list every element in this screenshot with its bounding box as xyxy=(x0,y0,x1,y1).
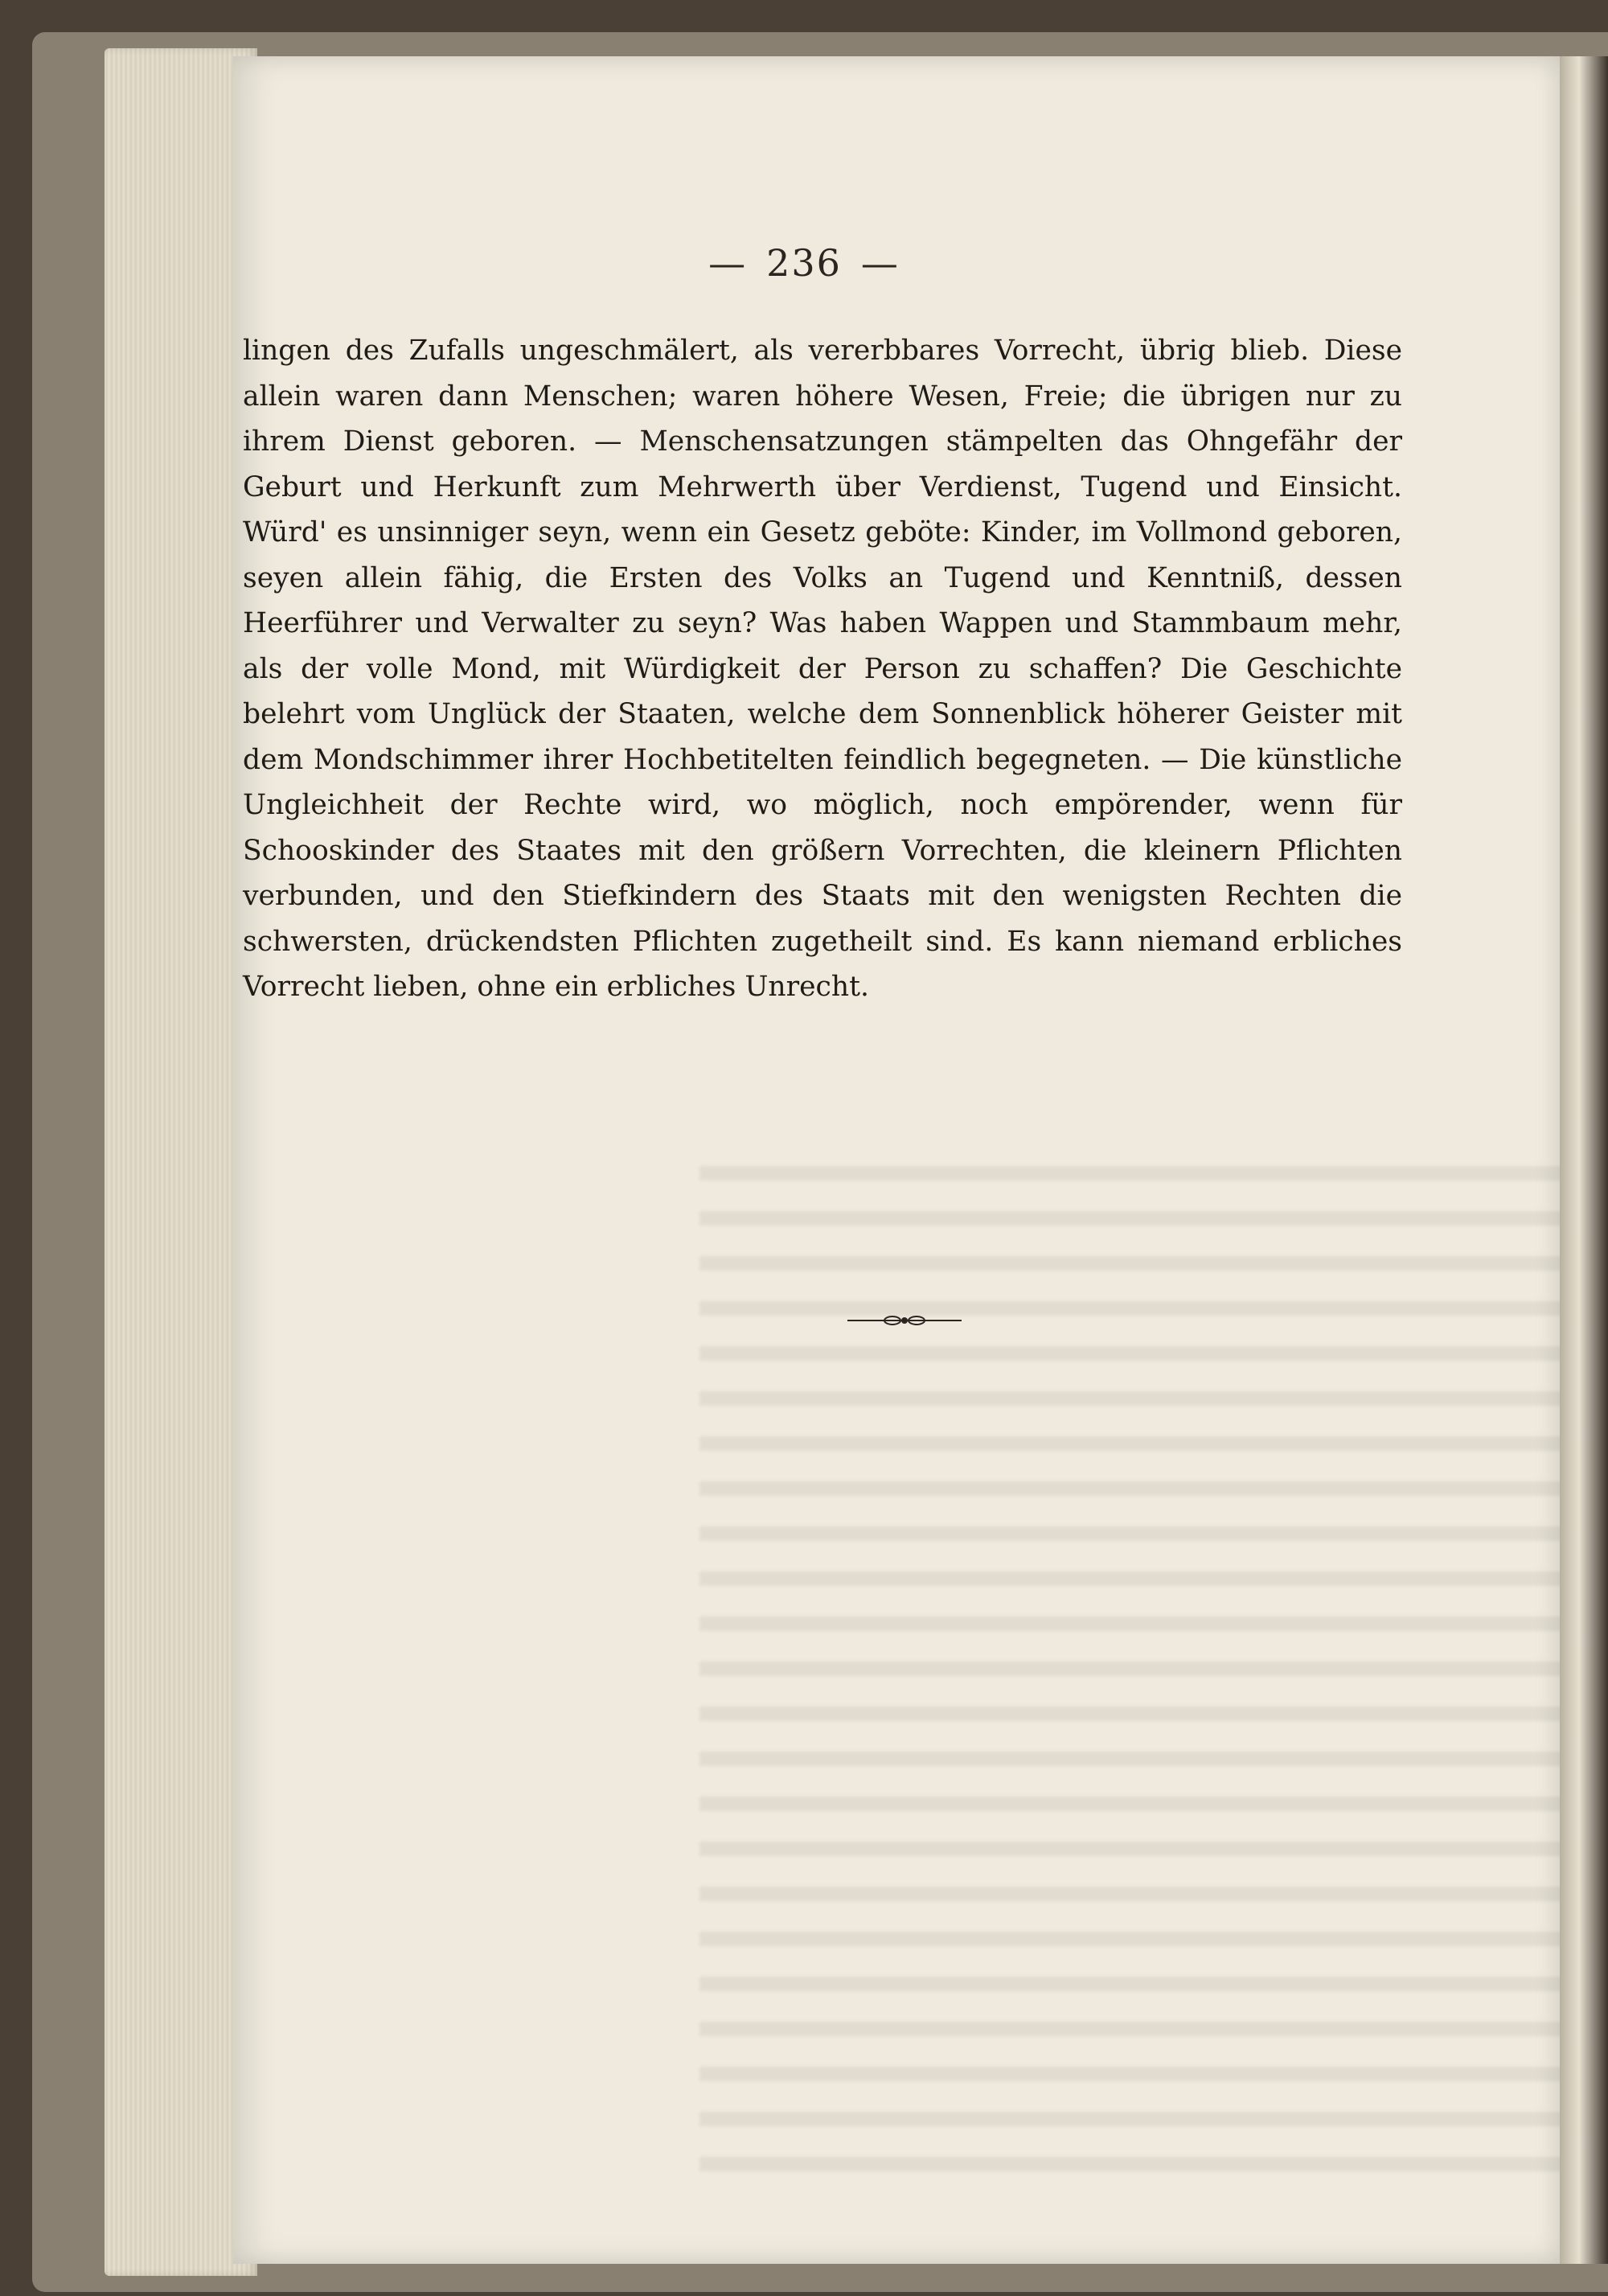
facing-page-edge xyxy=(1560,56,1608,2264)
page-number xyxy=(0,241,1608,285)
divider-ornament xyxy=(844,1311,965,1330)
page-number-dash-right: — xyxy=(860,241,900,285)
page-number-value: 236 xyxy=(766,241,842,285)
body-paragraph: lingen des Zufalls ungeschmälert, als vererbbares Vorrecht, übrig blieb. Diese allein waren dann Menschen; waren höhere Wesen, Freie; die übrigen nur zu ihrem Dienst geboren. — Menschensatzungen stämpelten das Ohngefähr der Geburt und Herkunft zum Mehrwerth über Verdienst, Tugend und Einsicht. Würd' es unsinniger seyn, wenn ein Gesetz geböte: Kinder, im Vollmond geboren, seyen allein fähig, die Ersten des Volks an Tugend und Kenntniß, dessen Heerführer und Verwalter zu seyn? Was haben Wappen und Stammbaum mehr, als der volle Mond, mit Würdigkeit der Person zu schaffen? Die Geschichte belehrt vom Unglück der Staaten, welche dem Sonnenblick höherer Geister mit dem Mondschimmer ihrer Hochbetitelten feindlich begegneten. — Die künstliche Ungleichheit der Rechte wird, wo möglich, noch empörender, wenn für Schooskinder des Staates mit den größern Vorrechten, die kleinern Pflichten verbunden, und den Stiefkindern des Staats mit den wenigsten Rechten die schwersten, drückendsten Pflichten zugetheilt sind. Es kann niemand erbliches Vorrecht lieben, ohne ein erbliches Unrecht. xyxy=(243,335,1402,1003)
bleed-through-text xyxy=(699,1166,1608,2171)
page-number-dash-left: — xyxy=(708,241,748,285)
